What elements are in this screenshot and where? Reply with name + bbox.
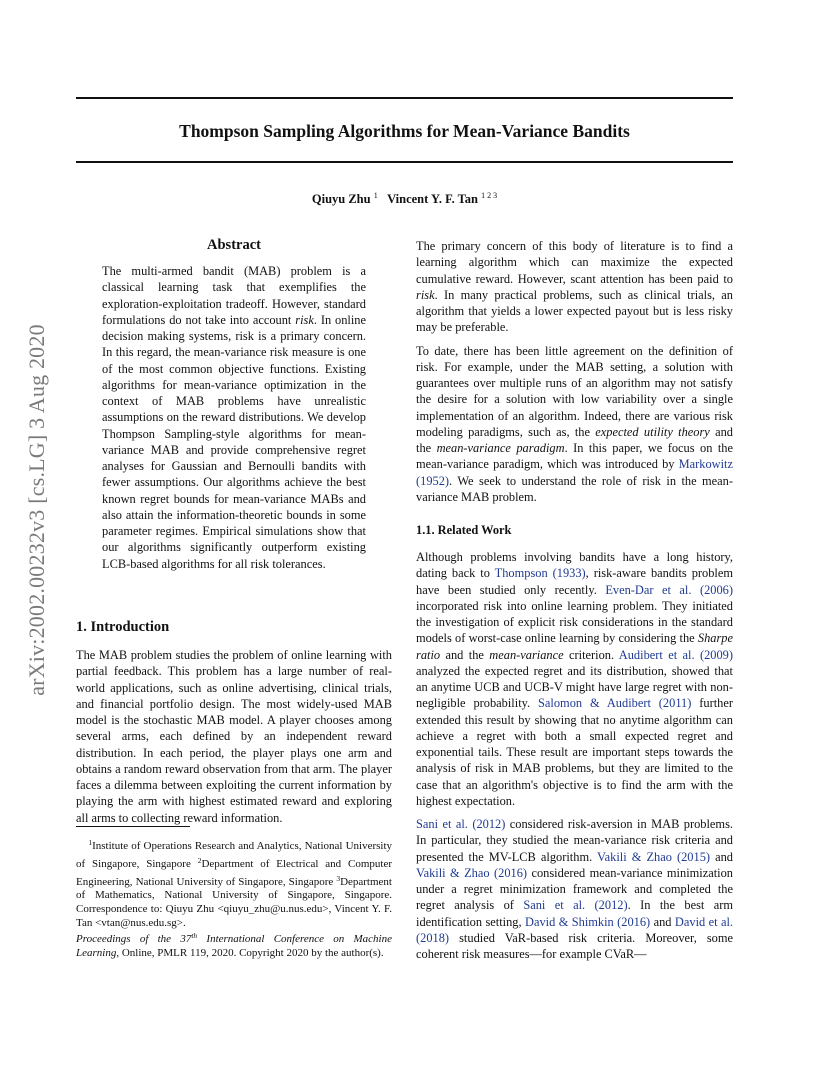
abstract-body: The multi-armed bandit (MAB) problem is a classical learning task that exemplifies the exploration-exploitation tradeoff. However, standard formulations do not take into account risk. In online decision making systems, risk is a primary concern. In this regard, the mean-variance risk measure is one of the most common objective functions. Existing algorithms for mean-variance optimization in the context of MAB problems have unrealistic assumptions on the reward distributions. We develop Thompson Sampling-style algorithms for mean-variance MAB and provide comprehensive regret analyses for Gaussian and Bernoulli bandits with fewer assumptions. Our algorithms achieve the best known regret bounds for mean-variance MABs and also attain the information-theoretic bounds in some parameter regimes. Empirical simulations show that our algorithms significantly outperform existing LCB-based algorithms for all risk tolerances. <box>102 264 366 571</box>
author-affiliation-mark: 1 <box>373 191 378 200</box>
citation-link[interactable]: Thompson (1933) <box>494 566 586 581</box>
right-column <box>416 238 733 962</box>
citation-link[interactable]: Salomon & Audibert (2011) <box>538 696 692 711</box>
section-heading: 1. Introduction <box>76 619 170 635</box>
author-name: Qiuyu Zhu <box>311 192 371 206</box>
paper-title: Thompson Sampling Algorithms for Mean-Variance Bandits <box>179 121 630 141</box>
paragraph: Sani et al. (2012) considered risk-aversion in MAB problems. In particular, they studied the mean-variance risk criteria and presented the MV-LCB algorithm. Vakili & Zhao (2015) and Vakili & Zhao (2016) considered mean-variance minimization under a regret minimization framework and completed the regret analysis of Sani et al. (2012). In the best arm identification setting, David & Shimkin (2016) and David et al. (2018) studied VaR-based risk criteria. Moreover, some coherent risk measures—for example CVaR— <box>416 817 733 961</box>
citation-link[interactable]: Vakili & Zhao (2016) <box>416 865 528 880</box>
footnote-rule <box>76 826 190 827</box>
introduction-section <box>76 619 392 636</box>
citation-link[interactable]: Sani et al. (2012) <box>416 817 506 831</box>
author-name: Vincent Y. F. Tan <box>387 192 478 206</box>
author-line <box>76 191 733 207</box>
citation-link[interactable]: David & Shimkin (2016) <box>525 914 651 929</box>
paragraph: The primary concern of this body of literature is to find a learning algorithm which can maximize the expected cumulative reward. However, scant attention has been paid to risk. In many practical problems, such as clinical trials, an algorithm that yields a lower expected payout but is less risky may be preferable. <box>416 239 733 335</box>
citation-link[interactable]: Markowitz (1952) <box>416 457 733 488</box>
proceedings-footnote: Proceedings of the 37th International Conference on Machine Learning, Online, PMLR 119, 2020. Copyright 2020 by the author(s). <box>76 931 392 959</box>
arxiv-stamp: arXiv:2002.00232v3 [cs.LG] 3 Aug 2020 <box>24 324 49 696</box>
citation-link[interactable]: Sani et al. (2012) <box>523 898 628 913</box>
title-bottom-rule <box>76 161 733 163</box>
subsection-heading: 1.1. Related Work <box>416 523 512 537</box>
citation-link[interactable]: Even-Dar et al. (2006) <box>605 582 733 597</box>
top-rule <box>76 97 733 99</box>
citation-link[interactable]: Vakili & Zhao (2015) <box>597 849 711 864</box>
paragraph: To date, there has been little agreement on the definition of risk. For example, under the MAB setting, a solution with guarantees over multiple runs of an algorithm may not satisfy the desire for a solution with low variability over a single implementation of an algorithm. Indeed, there are various risk modeling paradigms, such as, the expected utility theory and the mean-variance paradigm. In this paper, we focus on the mean-variance paradigm, which was introduced by Markowitz (1952). We seek to understand the role of risk in the mean-variance MAB problem. <box>416 343 733 504</box>
citation-link[interactable]: David et al. (2018) <box>416 914 733 945</box>
introduction-paragraph: The MAB problem studies the problem of online learning with partial feedback. This problem has a large number of real-world applications, such as online advertising, clinical trials, and financial portfolio design. The most widely-used MAB model is the stochastic MAB model. A player chooses among several arms, each defined by an independent reward distribution. In each period, the player plays one arm and obtains a random reward observation from that arm. The player faces a dilemma between exploiting the current information by playing the arm with highest estimated reward and exploring all arms to collecting reward information. <box>76 648 392 825</box>
author-affiliation-mark: 1 2 3 <box>481 191 498 200</box>
affiliation-footnote: $^1$Institute of Operations Research and Analytics, National University of Singapore, Singapore $^2$Department of Electrical and Computer Engineering, National University of Singapore, Singapore $^3$Department of Mathematics, National University of Singapore, Singapore. Correspondence to: Qiuyu Zhu <qiuyu_zhu@u.nus.edu>, Vincent Y. F. Tan <vtan@nus.edu.sg>. <box>76 838 393 929</box>
paragraph: Although problems involving bandits have a long history, dating back to Thompson (1933), risk-aware bandits problem have been studied only recently. Even-Dar et al. (2006) incorporated risk into online learning problem. They initiated the investigation of explicit risk considerations in the standard models of worst-case online learning by considering the Sharpe ratio and the mean-variance criterion. Audibert et al. (2009) analyzed the expected regret and its distribution, showed that an anytime UCB and UCB-V might have large regret with non-negligible probability. Salomon & Audibert (2011) further extended this result by showing that no anytime algorithm can achieve a regret with both a small expected regret and exponential tails. These result are important steps towards the analysis of risk in MAB problems, but they are limited to the case that an algorithm's objective is to find the arm with the highest expectation. <box>416 550 733 808</box>
abstract-heading: Abstract <box>207 237 261 253</box>
citation-link[interactable]: Audibert et al. (2009) <box>618 647 733 662</box>
